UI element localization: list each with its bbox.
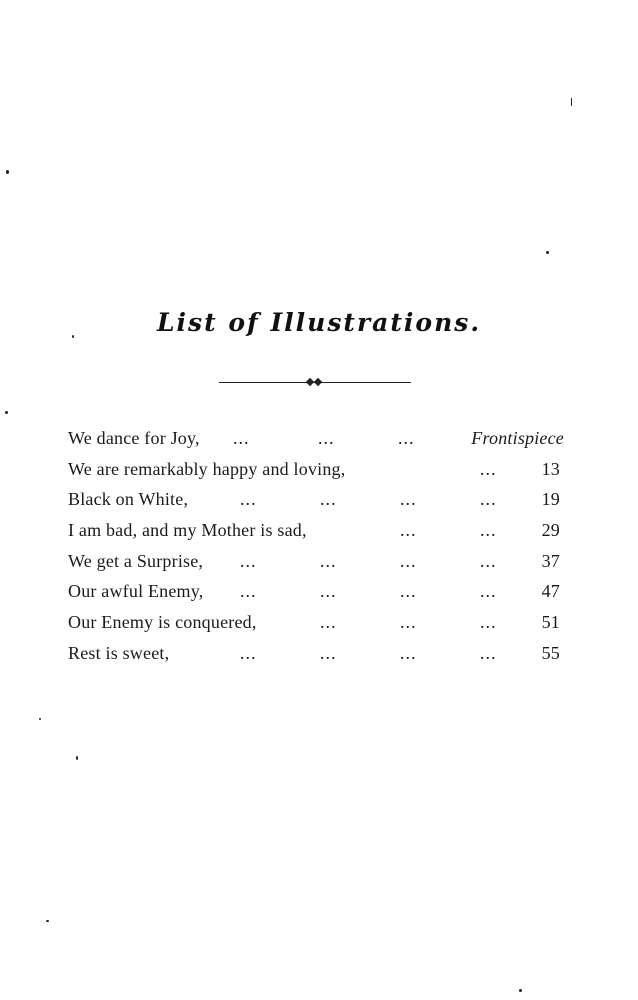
entry-page: Frontispiece xyxy=(471,428,564,448)
diamond-ornament xyxy=(314,378,322,386)
scan-speck xyxy=(519,989,522,992)
leader-dots: ... xyxy=(240,642,257,663)
leader-dots: ... xyxy=(320,642,337,663)
leader-dots: ... xyxy=(400,489,417,510)
list-item xyxy=(68,639,564,670)
entry-page: 37 xyxy=(541,550,560,571)
scan-speck xyxy=(546,251,549,254)
entry-label: We are remarkably happy and loving, xyxy=(68,458,346,479)
entry-page: 19 xyxy=(541,489,560,510)
page-title: List of Illustrations. xyxy=(156,308,482,337)
scan-speck xyxy=(5,411,8,414)
leader-dots: ... xyxy=(480,612,497,633)
scan-speck xyxy=(72,335,74,338)
entry-label: We get a Surprise, xyxy=(68,550,204,571)
leader-dots: ... xyxy=(400,642,417,663)
list-item xyxy=(68,424,564,455)
entry-label: Black on White, xyxy=(68,489,189,510)
list-item xyxy=(68,577,564,608)
scan-speck xyxy=(571,98,572,106)
list-item xyxy=(68,455,564,486)
leader-dots: ... xyxy=(320,550,337,571)
list-item xyxy=(68,485,564,516)
leader-dots: ... xyxy=(480,581,497,602)
illustrations-list xyxy=(68,424,564,670)
leader-dots: ... xyxy=(400,550,417,571)
entry-page: 51 xyxy=(541,612,560,633)
list-item xyxy=(68,516,564,547)
leader-dots: ... xyxy=(400,520,417,541)
leader-dots: ... xyxy=(240,550,257,571)
scan-speck xyxy=(76,756,78,760)
leader-dots: ... xyxy=(480,550,497,571)
scan-speck xyxy=(39,718,41,720)
leader-dots: ... xyxy=(480,458,497,479)
leader-dots: ... xyxy=(480,520,497,541)
ornamental-rule xyxy=(219,379,411,387)
scan-speck xyxy=(46,920,49,922)
scan-speck xyxy=(6,170,9,174)
leader-dots: ... xyxy=(318,428,335,448)
leader-dots: ... xyxy=(233,428,250,448)
leader-dots: ... xyxy=(398,428,415,448)
leader-dots: ... xyxy=(480,642,497,663)
entry-page: 29 xyxy=(541,520,560,541)
entry-label: Our awful Enemy, xyxy=(68,581,204,602)
entry-page: 13 xyxy=(541,458,560,479)
entry-label: We dance for Joy, xyxy=(68,428,200,448)
entry-label: I am bad, and my Mother is sad, xyxy=(68,520,307,541)
entry-label: Our Enemy is conquered, xyxy=(68,612,257,633)
leader-dots: ... xyxy=(480,489,497,510)
entry-page: 55 xyxy=(541,642,560,663)
leader-dots: ... xyxy=(320,612,337,633)
leader-dots: ... xyxy=(400,612,417,633)
leader-dots: ... xyxy=(240,581,257,602)
entry-label: Rest is sweet, xyxy=(68,642,170,663)
list-item xyxy=(68,608,564,639)
entry-page: 47 xyxy=(541,581,560,602)
list-item xyxy=(68,547,564,578)
leader-dots: ... xyxy=(240,489,257,510)
leader-dots: ... xyxy=(320,489,337,510)
leader-dots: ... xyxy=(400,581,417,602)
leader-dots: ... xyxy=(320,581,337,602)
